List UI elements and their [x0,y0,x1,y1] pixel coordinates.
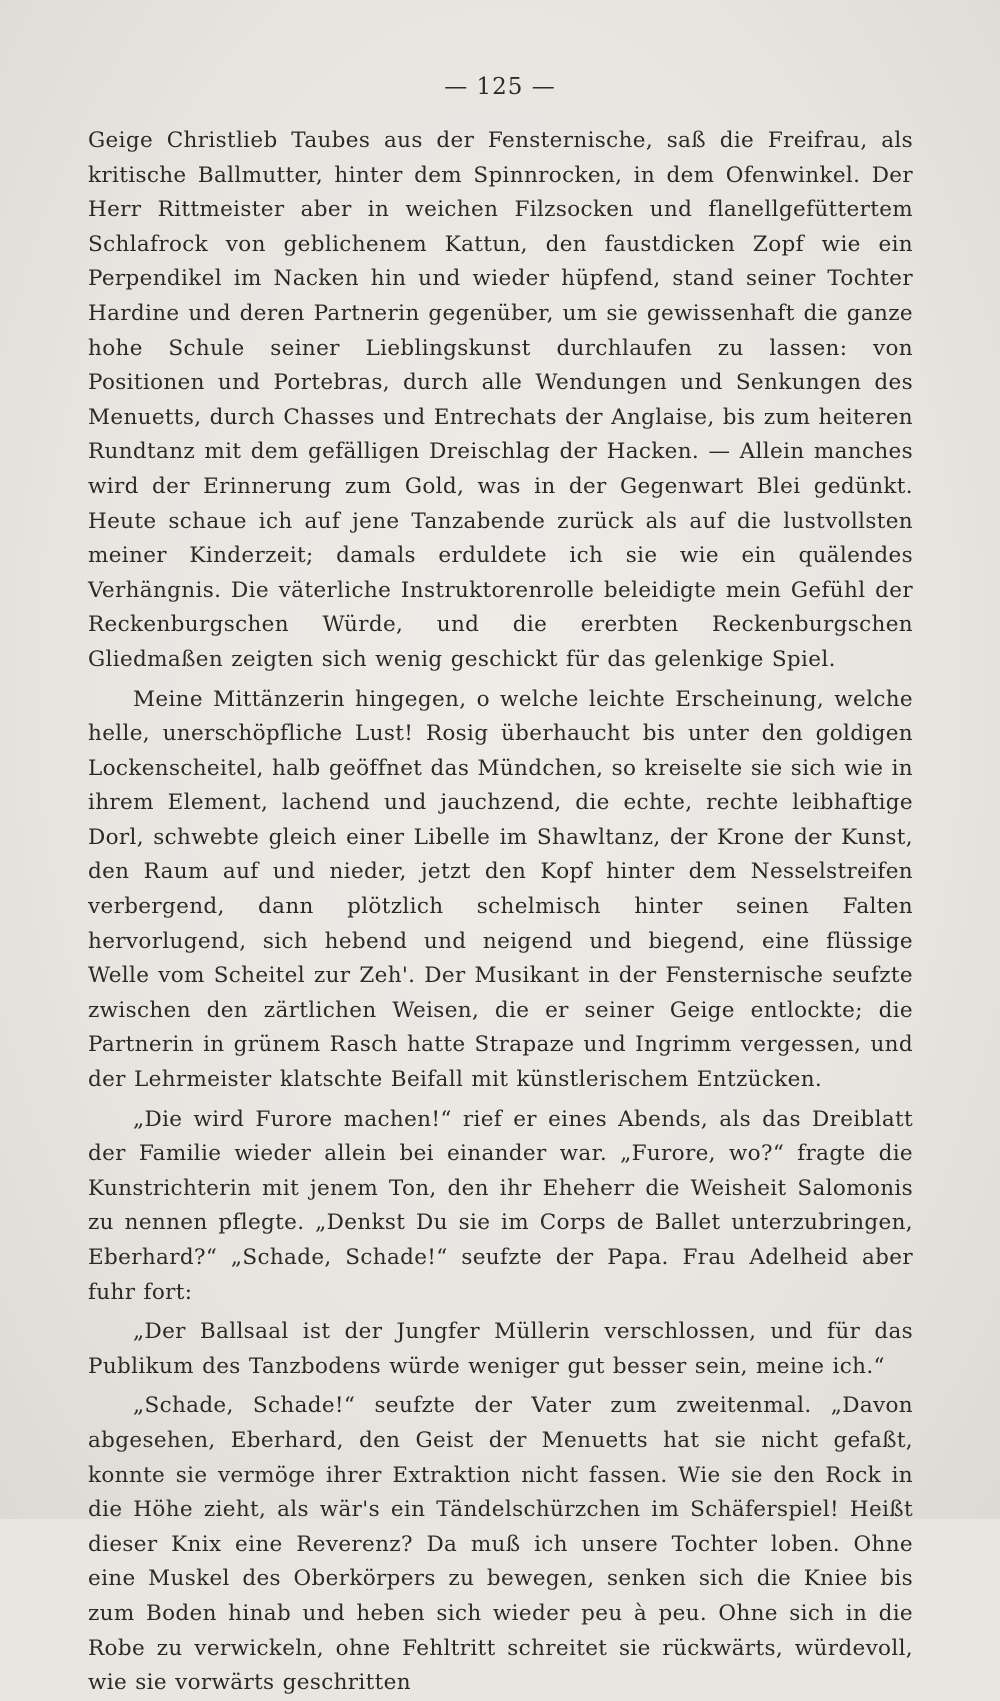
paragraph-3: „Die wird Furore machen!“ rief er eines Abends, als das Dreiblatt der Familie wieder allein bei einander war. „Furore, wo?“ fragte die Kunstrichterin mit jenem Ton, den ihr Eheherr die Weisheit Salomonis zu nennen pflegte. „Denkst Du sie im Corps de Ballet unterzubringen, Eberhard?“ „Schade, Schade!“ seufzte der Papa. Frau Adelheid aber fuhr fort: [88,1106,913,1305]
page-number: — 125 — [444,74,556,100]
body-text [88,124,913,1701]
paragraph-5: „Schade, Schade!“ seufzte der Vater zum zweitenmal. „Davon abgesehen, Eberhard, den Geist der Menuetts hat sie nicht gefaßt, konnte sie vermöge ihrer Extraktion nicht fassen. Wie sie den Rock in die Höhe zieht, als wär's ein Tändelschürzchen im Schäferspiel! Heißt dieser Knix eine Reverenz? Da muß ich unsere Tochter loben. Ohne eine Muskel des Oberkörpers zu bewegen, senken sich die Kniee bis zum Boden hinab und heben sich wieder peu à peu. Ohne sich in die Robe zu verwickeln, ohne Fehltritt schreitet sie rückwärts, würdevoll, wie sie vorwärts geschritten [88,1393,913,1696]
paragraph-1: Geige Christlieb Taubes aus der Fensternische, saß die Freifrau, als kritische Ballmutter, hinter dem Spinnrocken, in dem Ofenwinkel. Der Herr Rittmeister aber in weichen Filzsocken und flanellgefüttertem Schlafrock von geblichenem Kattun, den faustdicken Zopf wie ein Perpendikel im Nacken hin und wieder hüpfend, stand seiner Tochter Hardine und deren Partnerin gegenüber, um sie gewissenhaft die ganze hohe Schule seiner Lieblingskunst durchlaufen zu lassen: von Positionen und Portebras, durch alle Wendungen und Senkungen des Menuetts, durch Chasses und Entrechats der Anglaise, bis zum heiteren Rundtanz mit dem gefälligen Dreischlag der Hacken. — Allein manches wird der Erinnerung zum Gold, was in der Gegenwart Blei gedünkt. Heute schaue ich auf jene Tanzabende zurück als auf die lustvollsten meiner Kinderzeit; damals erduldete ich sie wie ein quälendes Verhängnis. Die väterliche Instruktorenrolle beleidigte mein Gefühl der Reckenburgschen Würde, und die ererbten Reckenburgschen Gliedmaßen zeigten sich wenig geschickt für das gelenkige Spiel. [88,128,913,672]
paragraph-4: „Der Ballsaal ist der Jungfer Müllerin verschlossen, und für das Publikum des Tanzbodens würde weniger gut besser sein, meine ich.“ [88,1319,913,1379]
paragraph-2: Meine Mittänzerin hingegen, o welche leichte Erscheinung, welche helle, unerschöpfliche Lust! Rosig überhaucht bis unter den goldigen Lockenscheitel, halb geöffnet das Mündchen, so kreiselte sie sich wie in ihrem Element, lachend und jauchzend, die echte, rechte leibhaftige Dorl, schwebte gleich einer Libelle im Shawltanz, der Krone der Kunst, den Raum auf und nieder, jetzt den Kopf hinter dem Nesselstreifen verbergend, dann plötzlich schelmisch hinter seinen Falten hervorlugend, sich hebend und neigend und biegend, eine flüssige Welle vom Scheitel zur Zeh'. Der Musikant in der Fensternische seufzte zwischen den zärtlichen Weisen, die er seiner Geige entlockte; die Partnerin in grünem Rasch hatte Strapaze und Ingrimm vergessen, und der Lehrmeister klatschte Beifall mit künstlerischem Entzücken. [88,686,913,1093]
